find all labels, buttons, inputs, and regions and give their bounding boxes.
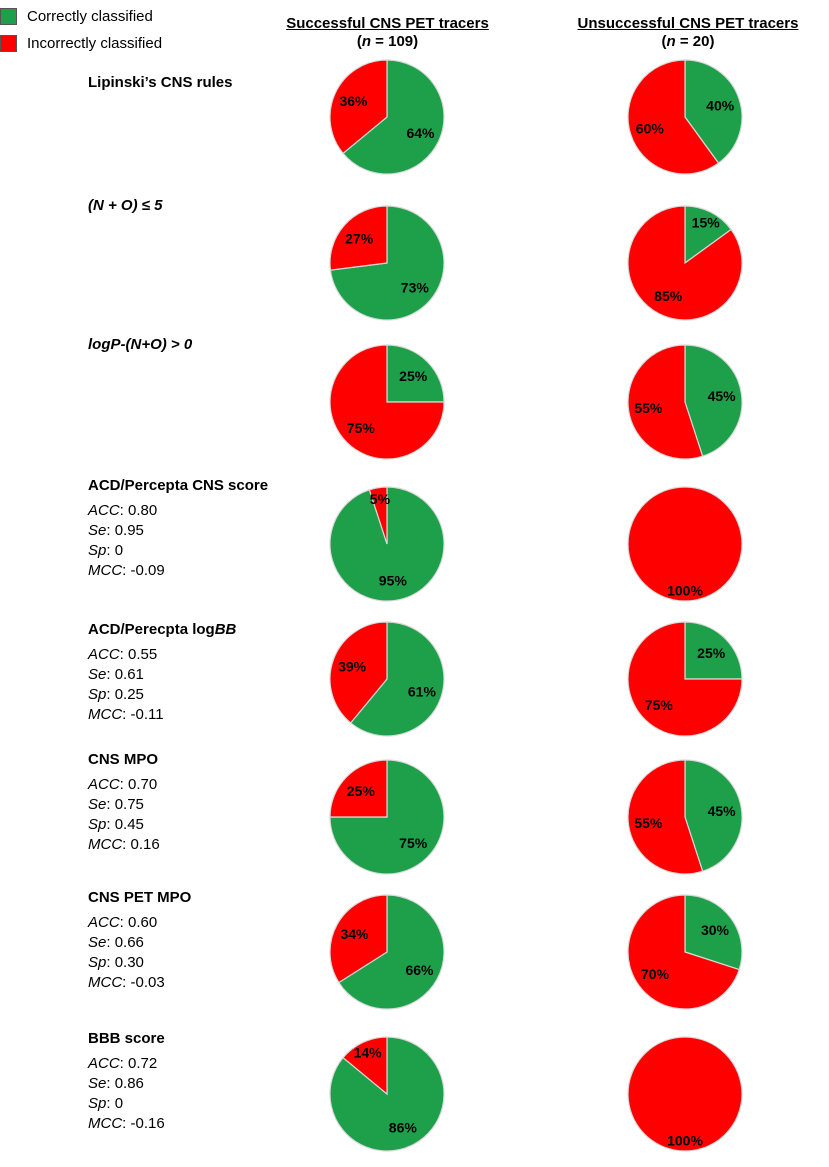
- pie-label-incorrect: 100%: [667, 1132, 703, 1149]
- pie-label-incorrect: 39%: [338, 658, 367, 675]
- metric-acc: ACC: 0.72: [88, 1055, 158, 1072]
- pie-label-correct: 73%: [400, 279, 429, 296]
- pie-label-incorrect: 60%: [635, 120, 664, 137]
- pie-label-incorrect: 34%: [340, 926, 369, 943]
- pie-label-correct: 86%: [388, 1119, 417, 1136]
- metric-mcc: MCC: -0.09: [88, 562, 165, 579]
- metric-sp: Sp: 0: [88, 1095, 124, 1112]
- pie-label-incorrect: 27%: [345, 230, 374, 247]
- pie-label-incorrect: 100%: [667, 582, 703, 599]
- metric-acc: ACC: 0.70: [88, 776, 158, 793]
- metric-sp: Sp: 0.45: [88, 816, 144, 833]
- pie-label-incorrect: 14%: [353, 1044, 382, 1061]
- pie-label-correct: 40%: [706, 97, 735, 114]
- metric-mcc: MCC: 0.16: [88, 836, 160, 853]
- column-n-successful: (n = 109): [356, 33, 419, 50]
- row-title: ACD/Perecpta logBB: [88, 621, 237, 638]
- metric-se: Se: 0.75: [88, 796, 144, 813]
- metric-sp: Sp: 0: [88, 542, 124, 559]
- pie-label-correct: 25%: [697, 644, 726, 661]
- metric-se: Se: 0.61: [88, 666, 144, 683]
- pie-label-correct: 45%: [707, 803, 736, 820]
- metric-mcc: MCC: -0.16: [88, 1115, 165, 1132]
- pie-label-correct: 64%: [406, 124, 435, 141]
- pie-label-incorrect: 25%: [346, 782, 375, 799]
- pie-label-correct: 25%: [399, 367, 428, 384]
- row-title: Lipinski’s CNS rules: [88, 74, 233, 91]
- row-title: CNS PET MPO: [88, 889, 192, 906]
- row-title: CNS MPO: [88, 751, 159, 768]
- pie-label-correct: 30%: [700, 922, 730, 939]
- metric-se: Se: 0.66: [88, 934, 144, 951]
- pie-label-correct: 61%: [407, 683, 436, 700]
- metric-mcc: MCC: -0.11: [88, 706, 164, 723]
- pie-label-incorrect: 75%: [644, 697, 673, 714]
- pie-label-incorrect: 85%: [654, 288, 683, 304]
- pie-label-correct: 75%: [399, 835, 428, 852]
- pie-label-correct: 15%: [691, 214, 720, 231]
- pie-label-correct: 45%: [707, 388, 736, 405]
- pie-label-incorrect: 70%: [640, 965, 670, 982]
- metric-acc: ACC: 0.55: [88, 646, 158, 663]
- pie-label-incorrect: 55%: [634, 399, 663, 416]
- legend-incorrect-label: Incorrectly classified: [27, 35, 163, 52]
- column-n-unsuccessful: (n = 20): [661, 33, 715, 50]
- row-title: ACD/Percepta CNS score: [88, 477, 269, 494]
- metric-acc: ACC: 0.80: [88, 502, 158, 519]
- metric-sp: Sp: 0.30: [88, 954, 144, 971]
- pie-label-incorrect: 5%: [369, 491, 391, 507]
- metric-sp: Sp: 0.25: [88, 686, 144, 703]
- metric-se: Se: 0.86: [88, 1075, 144, 1092]
- legend-correct-label: Correctly classified: [27, 8, 153, 25]
- metric-mcc: MCC: -0.03: [88, 974, 165, 991]
- pie-label-incorrect: 36%: [339, 93, 368, 110]
- pie-label-correct: 95%: [378, 572, 407, 589]
- column-title-successful: Successful CNS PET tracers: [286, 15, 489, 32]
- metric-se: Se: 0.95: [88, 522, 144, 539]
- metric-acc: ACC: 0.60: [88, 914, 158, 931]
- pie-label-correct: 66%: [405, 961, 434, 978]
- column-title-unsuccessful: Unsuccessful CNS PET tracers: [577, 15, 799, 32]
- pie-label-incorrect: 55%: [634, 814, 663, 831]
- row-title: BBB score: [88, 1030, 165, 1047]
- pie-label-incorrect: 75%: [346, 420, 375, 437]
- row-title: (N + O) ≤ 5: [88, 197, 163, 214]
- row-title: logP-(N+O) > 0: [88, 336, 193, 353]
